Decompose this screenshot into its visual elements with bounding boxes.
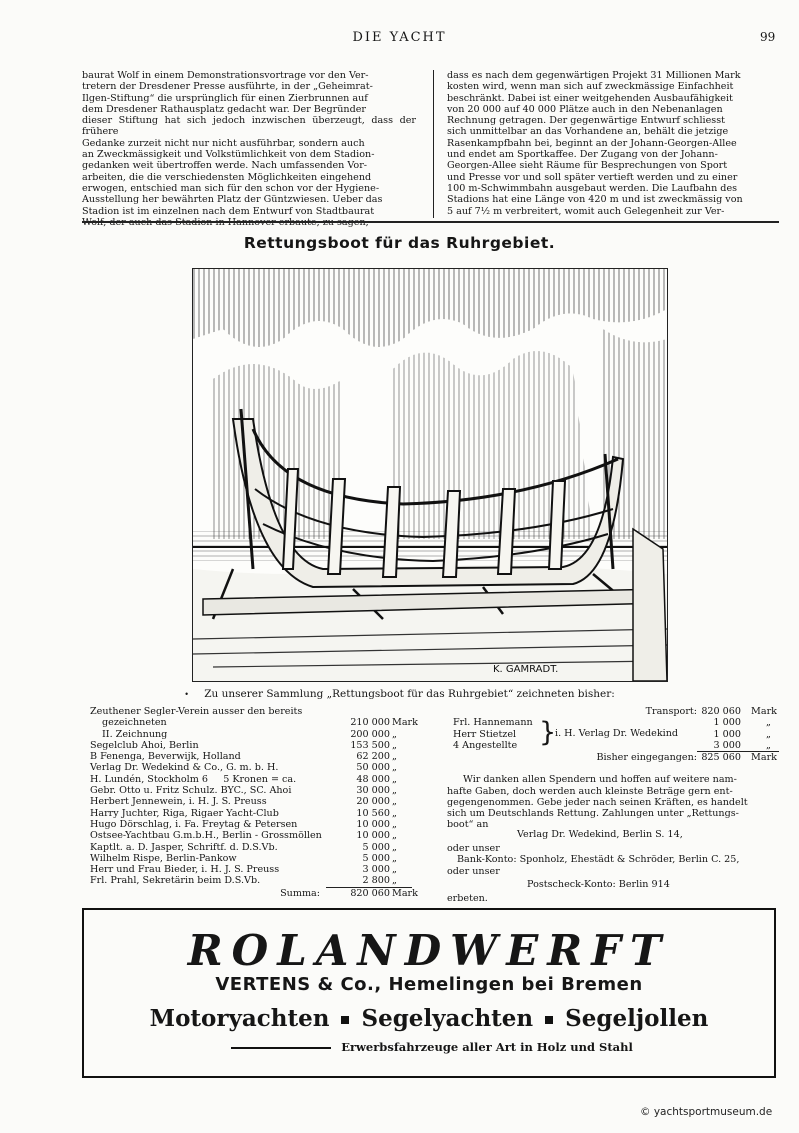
donor-name: Hugo Dörschlag, i. Fa. Freytag & Petersen	[90, 818, 298, 830]
line: hafte Gaben, doch werden auch kleinste Beträge gern ent-	[447, 785, 733, 797]
boat-drawing	[193, 269, 667, 681]
lifeboat-illustration	[192, 268, 668, 682]
magazine-title: DIE YACHT	[352, 30, 447, 45]
donation-unit: „	[392, 841, 397, 853]
donation-unit: „	[392, 852, 397, 864]
line: arbeiten, die die verschiedensten Möglichkeiten eingehend	[82, 171, 372, 183]
donation-unit: „	[392, 818, 397, 830]
line: Rasenkampfbahn bei, beginnt an der Johann-Georgen-Allee	[447, 137, 737, 149]
line: kosten wird, wenn man sich auf zweckmässige Einfachheit	[447, 81, 734, 93]
donation-unit: „	[392, 830, 397, 842]
donation-unit: „	[392, 762, 397, 774]
donation-row	[90, 751, 412, 762]
donation-amount: 1 000	[713, 728, 741, 740]
line: Ausstellung her bewährten Platz der Güntzwiesen. Ueber das	[82, 194, 383, 206]
section-title: Rettungsboot für das Ruhrgebiet.	[243, 234, 556, 252]
donation-amount: 1 000	[713, 717, 741, 729]
donation-unit: „	[392, 785, 397, 797]
line: gegengenommen. Gebe jeder nach seinen Kräften, es handelt	[447, 796, 748, 808]
donation-row	[90, 830, 412, 841]
line: von 20 000 auf 40 000 Plätze auch in den Nebenanlagen	[447, 103, 723, 115]
donation-unit: „	[392, 875, 397, 887]
line: Stadions hat eine Länge von 420 m und ist zweckmässig von	[447, 194, 743, 206]
article-right-column	[447, 70, 779, 217]
donation-unit: „	[392, 773, 397, 785]
donor-name: II. Zeichnung	[102, 728, 168, 740]
decorative-line	[231, 1047, 331, 1049]
donation-unit: „	[392, 807, 397, 819]
donation-row	[90, 864, 412, 875]
donation-unit: „	[766, 717, 771, 729]
bisher-label: Bisher eingegangen:	[596, 752, 697, 764]
payment-erbeten: erbeten.	[447, 893, 488, 905]
donation-unit: „	[392, 864, 397, 876]
line: beschränkt. Dabei ist einer weitgehenden Ausbaufähigkeit	[447, 92, 733, 104]
line: Gedanke zurzeit nicht nur nicht ausführbar, sondern auch	[82, 137, 365, 149]
column-divider	[433, 70, 434, 218]
payment-oder: oder unser	[447, 865, 500, 877]
bisher-row	[447, 752, 779, 764]
donation-amount: 5 000	[362, 841, 390, 853]
line	[82, 217, 416, 228]
line: dass es nach dem gegenwärtigen Projekt 31 Millionen Mark	[447, 70, 741, 81]
line: tretern der Dresdener Presse ausführte, in der „Geheimrat-	[82, 81, 373, 93]
donation-unit: „	[392, 739, 397, 751]
watermark: © yachtsportmuseum.de	[640, 1106, 773, 1118]
donor-name: Herbert Jennewein, i. H. J. S. Preuss	[90, 796, 267, 808]
caption-text: Zu unserer Sammlung „Rettungsboot für das Ruhrgebiet“ zeichneten bisher:	[204, 688, 615, 700]
line: Ilgen-Stiftung“ die ursprünglich für einen Zierbrunnen auf	[82, 92, 368, 104]
ad-company-name: ROLANDWERFT	[187, 926, 671, 975]
illustration-signature: K. GAMRADT.	[493, 664, 559, 675]
bullet: •	[184, 690, 189, 699]
line: sich unmittelbar an das Vorhandene an, behält die jetzige	[447, 126, 729, 138]
line: Rechnung getragen. Der gegenwärtige Entwurf schliesst	[447, 115, 725, 127]
donation-row	[90, 785, 412, 796]
donation-row	[90, 762, 412, 773]
donation-amount: 200 000	[350, 728, 390, 740]
line: gedanken weit übertroffen werde. Nach umfassenden Vor-	[82, 160, 368, 172]
ad-company-address: VERTENS & Co., Hemelingen bei Bremen	[215, 974, 643, 995]
ad-tagline: Erwerbsfahrzeuge aller Art in Holz und Stahl	[341, 1040, 633, 1054]
via-publisher: i. H. Verlag Dr. Wedekind	[555, 728, 679, 740]
donation-row	[90, 740, 412, 751]
donor-name: Frl. Prahl, Sekretärin beim D.S.Vb.	[90, 875, 261, 887]
donor-name: H. Lundén, Stockholm 6 5 Kronen = ca.	[90, 773, 297, 785]
line: Georgen-Allee sieht Räume für Besprechungen von Sport	[447, 160, 728, 172]
line: 5 auf 7½ m verbreitert, womit auch Gelegenheit zur Ver-	[447, 205, 725, 217]
payment-postscheck: Postscheck-Konto: Berlin 914	[527, 878, 670, 890]
ad-products	[84, 1005, 774, 1032]
donation-amount: 10 560	[356, 807, 390, 819]
donation-amount: 50 000	[356, 762, 390, 774]
donation-amount: 2 800	[362, 875, 390, 887]
line: erwogen, entschied man sich für den schon vor der Hygiene-	[82, 182, 380, 194]
summa-row	[90, 887, 418, 899]
bisher-amount: 825 060	[701, 752, 741, 764]
donor-name: Gebr. Otto u. Fritz Schulz. BYC., SC. Ahoi	[90, 785, 292, 797]
donation-caption	[0, 688, 799, 700]
donation-row	[90, 875, 412, 886]
donation-unit: „	[766, 728, 771, 740]
donation-amount: 30 000	[356, 785, 390, 797]
donation-unit: „	[766, 739, 771, 751]
donation-amount: 153 500	[350, 739, 390, 751]
bisher-unit: Mark	[751, 752, 777, 764]
transport-label: Transport:	[645, 706, 697, 717]
payment-bank: Bank-Konto: Sponholz, Ehestädt & Schröder, Berlin C. 25,	[457, 854, 740, 866]
line: Wir danken allen Spendern und hoffen auf weitere nam-	[463, 774, 737, 786]
line: dieser Stiftung hat sich jedoch inzwischen überzeugt, dass der frühere	[82, 115, 416, 138]
donation-row	[90, 717, 418, 729]
donor-name: gezeichneten	[102, 717, 167, 729]
ad-tagline-row	[84, 1040, 774, 1054]
donation-unit: Mark	[392, 717, 418, 729]
donation-row	[90, 853, 412, 864]
donation-row	[90, 808, 412, 819]
transport-unit: Mark	[751, 706, 777, 717]
donation-row	[90, 796, 412, 807]
line: baurat Wolf in einem Demonstrationsvortrage vor den Ver-	[82, 70, 369, 81]
payment-oder: oder unser	[447, 843, 500, 855]
ad-product: Segelyachten	[361, 1005, 534, 1032]
donor-name: Zeuthener Segler-Verein ausser den bereits	[90, 706, 303, 717]
donations-list	[90, 706, 418, 899]
article-left-column	[82, 70, 416, 228]
line: und endet am Sportkaffee. Der Zugang von der Johann-	[447, 149, 718, 161]
separator-square-icon	[341, 1016, 349, 1024]
summa-label: Summa:	[280, 887, 320, 899]
donation-unit: „	[392, 751, 397, 763]
individual-donations	[447, 717, 779, 751]
donation-amount: 3 000	[713, 739, 741, 751]
ad-product: Motoryachten	[149, 1005, 330, 1032]
donation-amount: 20 000	[356, 796, 390, 808]
donation-row	[90, 706, 412, 717]
summa-unit: Mark	[392, 887, 418, 899]
line: und Presse vor und soll später vertieft werden und zu einer	[447, 171, 738, 183]
donation-row	[90, 819, 412, 830]
thanks-paragraph	[447, 774, 779, 830]
donor-name: Kaptlt. a. D. Jasper, Schriftf. d. D.S.Vb.	[90, 841, 278, 853]
payment-verlag: Verlag Dr. Wedekind, Berlin S. 14,	[517, 828, 683, 840]
donor-name: Segelclub Ahoi, Berlin	[90, 739, 199, 751]
donation-unit: „	[392, 796, 397, 808]
line: 100 m-Schwimmbahn ausgebaut werden. Die Laufbahn des	[447, 182, 738, 194]
donation-row	[90, 729, 412, 740]
donor-name: Verlag Dr. Wedekind & Co., G. m. b. H.	[90, 762, 279, 774]
separator-square-icon	[545, 1016, 553, 1024]
ad-product: Segeljollen	[565, 1005, 709, 1032]
donation-amount: 62 200	[356, 751, 390, 763]
donor-name: B Fenenga, Beverwijk, Holland	[90, 751, 241, 763]
donation-row	[90, 842, 412, 853]
brace: }	[539, 717, 557, 749]
donor-name: Frl. Hannemann	[453, 717, 533, 729]
donation-unit: „	[392, 728, 397, 740]
donation-row	[90, 774, 412, 785]
line: Stadion ist im einzelnen nach dem Entwurf von Stadtbaurat	[82, 205, 375, 217]
donation-amount: 10 000	[356, 830, 390, 842]
transport-amount: 820 060	[701, 706, 741, 717]
donor-name: Herr und Frau Bieder, i. H. J. S. Preuss	[90, 864, 280, 876]
donor-name: Wilhelm Rispe, Berlin-Pankow	[90, 852, 237, 864]
transport-row	[447, 706, 779, 717]
donor-name: Herr Stietzel	[453, 728, 517, 740]
donation-amount: 3 000	[362, 864, 390, 876]
donation-amount: 210 000	[350, 717, 390, 729]
donor-name: Harry Juchter, Riga, Rigaer Yacht-Club	[90, 807, 279, 819]
donor-name: Ostsee-Yachtbau G.m.b.H., Berlin - Grossmöllen	[90, 830, 322, 842]
line: an Zweckmässigkeit und Volkstümlichkeit von dem Stadion-	[82, 149, 375, 161]
advertisement	[82, 908, 776, 1078]
donor-name: 4 Angestellte	[453, 739, 518, 751]
donation-amount: 48 000	[356, 773, 390, 785]
donation-amount: 10 000	[356, 818, 390, 830]
line: boot“ an	[447, 819, 489, 831]
line: dem Dresdener Rathausplatz gedacht war. Der Begründer	[82, 103, 366, 115]
summa-amount: 820 060	[350, 887, 390, 899]
donation-amount: 5 000	[362, 852, 390, 864]
page-number: 99	[760, 30, 776, 44]
donations-right-column	[447, 706, 779, 905]
section-rule	[82, 221, 779, 223]
line: sich um Deutschlands Rettung. Zahlungen unter „Rettungs-	[447, 808, 739, 820]
